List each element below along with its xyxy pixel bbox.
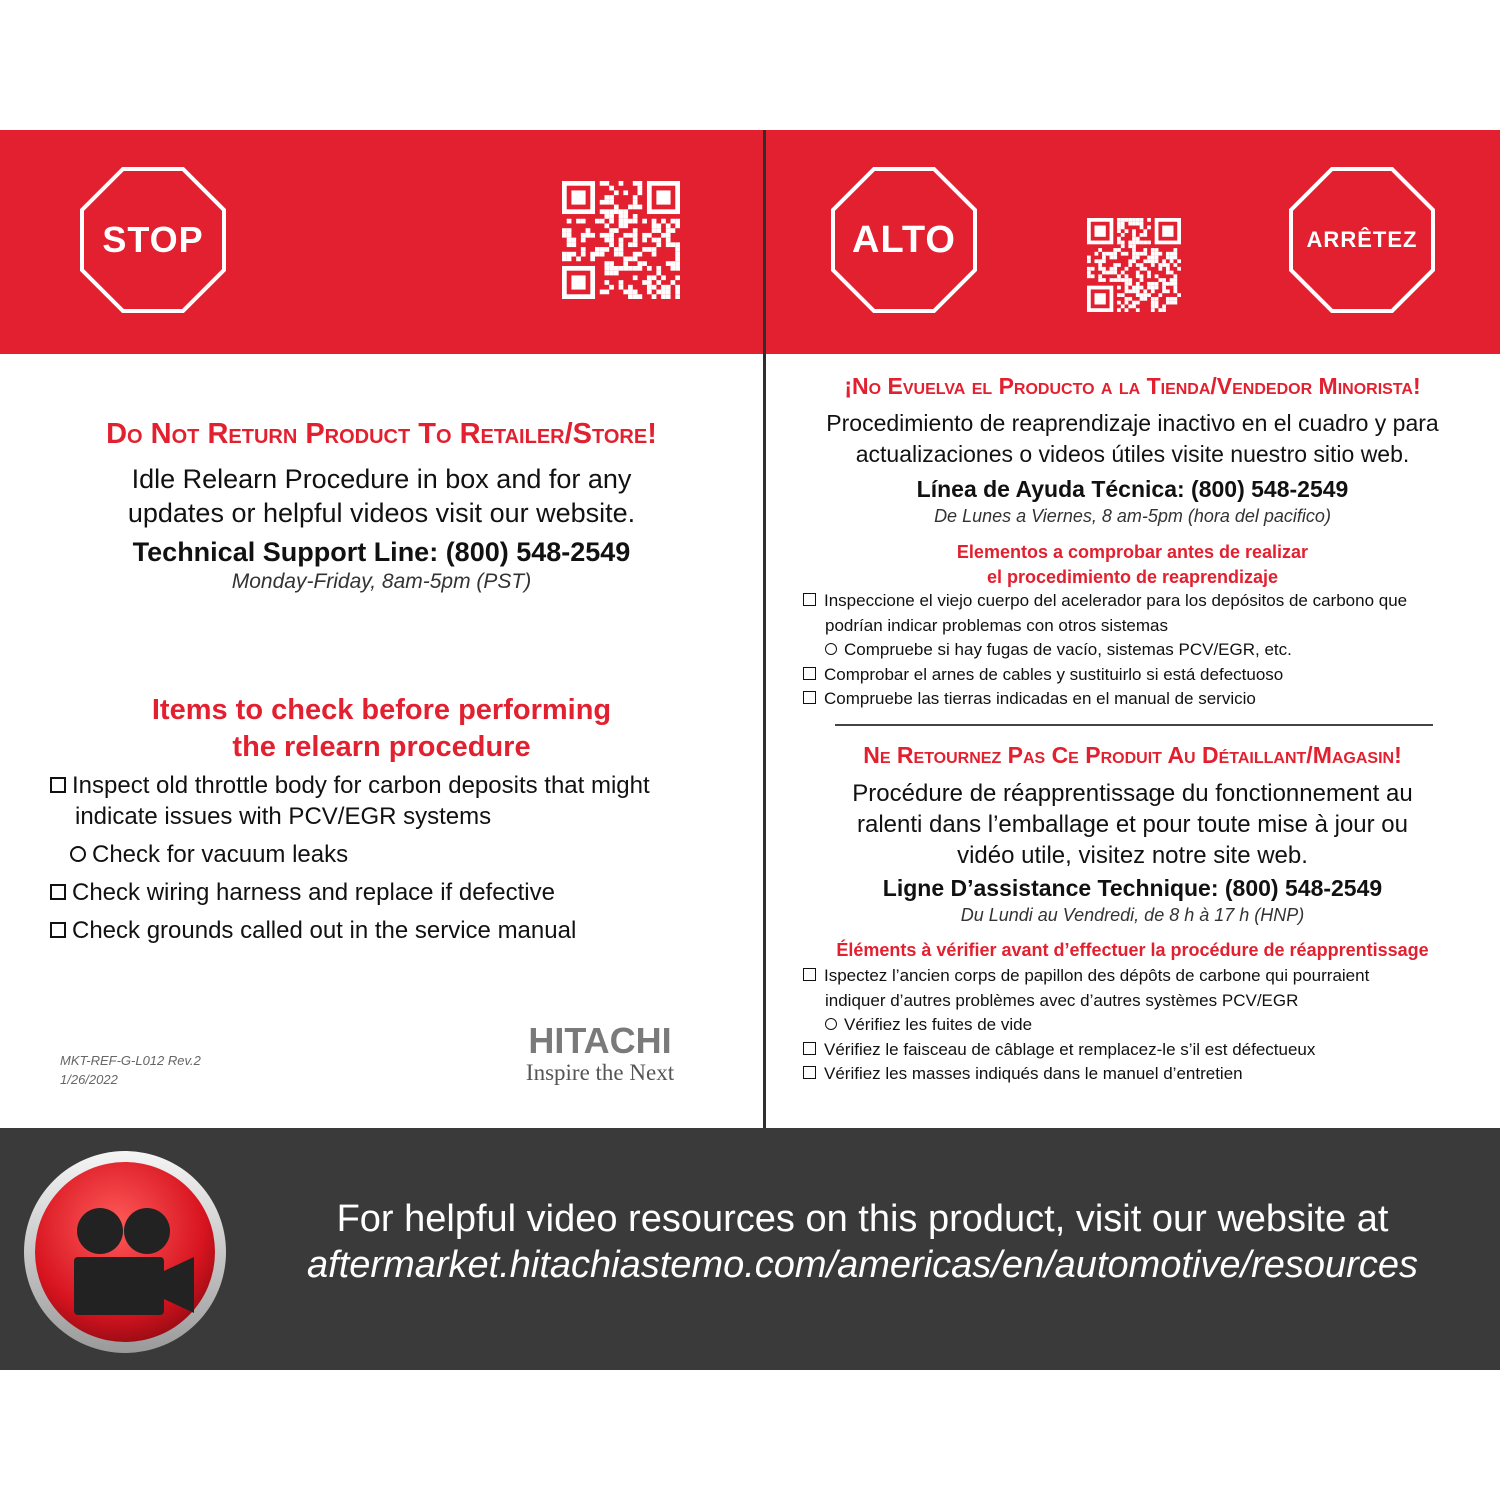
spanish-intro-line: actualizaciones o videos útiles visite nuestro sitio web. xyxy=(855,441,1410,467)
item-text: Check wiring harness and replace if defective xyxy=(72,879,555,906)
english-intro-line: updates or helpful videos visit our website. xyxy=(127,498,636,528)
checklist-subitem xyxy=(50,839,750,870)
english-intro xyxy=(30,462,733,530)
english-check-heading-line: Items to check before performing xyxy=(151,694,612,726)
item-text: Inspeccione el viejo cuerpo del acelerador para los depósitos de carbono que xyxy=(824,591,1408,610)
english-checklist xyxy=(50,770,750,946)
item-text: Vérifiez les fuites de vide xyxy=(844,1015,1033,1034)
section-separator xyxy=(835,724,1433,726)
checkbox-icon[interactable] xyxy=(50,922,66,938)
spanish-intro-line: Procedimiento de reaprendizaje inactivo en el cuadro y para xyxy=(826,410,1439,436)
spanish-hours: De Lunes a Viernes, 8 am-5pm (hora del pacifico) xyxy=(934,506,1331,526)
english-check-heading-line: the relearn procedure xyxy=(232,731,531,763)
item-text: Inspect old throttle body for carbon deposits that might xyxy=(72,772,650,799)
circle-bullet-icon xyxy=(825,1018,837,1030)
arretez-sign-label: ARRÊTEZ xyxy=(1306,227,1418,252)
checkbox-icon[interactable] xyxy=(803,593,816,606)
stop-sign-icon xyxy=(80,167,226,313)
hitachi-logo xyxy=(490,1022,710,1086)
checkbox-icon[interactable] xyxy=(803,667,816,680)
spanish-checklist xyxy=(803,589,1483,712)
qr-code-icon[interactable] xyxy=(1087,218,1181,312)
document-code xyxy=(60,1051,201,1089)
english-hours: Monday-Friday, 8am-5pm (PST) xyxy=(231,570,532,593)
circle-bullet-icon xyxy=(825,643,837,655)
checkbox-icon[interactable] xyxy=(803,968,816,981)
checklist-item xyxy=(803,589,1483,614)
french-checklist xyxy=(803,964,1483,1087)
item-text: indiquer d’autres problèmes avec d’autres systèmes PCV/EGR xyxy=(825,990,1299,1010)
doc-code-text: MKT-REF-G-L012 Rev.2 xyxy=(60,1053,201,1068)
checklist-item xyxy=(803,1062,1483,1087)
footer-band xyxy=(0,1128,1500,1370)
checklist-subitem xyxy=(803,1013,1483,1038)
spanish-support-line: Línea de Ayuda Técnica: (800) 548-2549 xyxy=(916,476,1349,502)
doc-date-text: 1/26/2022 xyxy=(60,1072,118,1087)
spanish-check-heading-line: Elementos a comprobar antes de realizar xyxy=(956,542,1309,562)
stop-sign-label: STOP xyxy=(102,219,204,260)
french-intro-line: Procédure de réapprentissage du fonctionnement au xyxy=(852,780,1413,807)
french-intro xyxy=(780,778,1485,871)
checkbox-icon[interactable] xyxy=(803,1066,816,1079)
item-text: Compruebe si hay fugas de vacío, sistemas PCV/EGR, etc. xyxy=(844,640,1292,659)
alto-sign-icon xyxy=(831,167,977,313)
footer-line: For helpful video resources on this product, visit our website at xyxy=(336,1198,1389,1240)
english-heading: Do Not Return Product To Retailer/Store! xyxy=(106,418,657,450)
video-camera-icon[interactable] xyxy=(22,1149,228,1355)
item-text: indicate issues with PCV/EGR systems xyxy=(75,803,492,830)
french-intro-line: vidéo utile, visitez notre site web. xyxy=(957,842,1308,869)
item-text: Comprobar el arnes de cables y sustituirlo si está defectuoso xyxy=(824,664,1284,684)
item-text: Check for vacuum leaks xyxy=(92,841,349,868)
french-check-heading: Éléments à vérifier avant d’effectuer la procédure de réapprentissage xyxy=(836,940,1429,960)
french-intro-line: ralenti dans l’emballage et pour toute mise à jour ou xyxy=(857,811,1408,838)
brand-tagline: Inspire the Next xyxy=(525,1060,675,1085)
checklist-item xyxy=(50,915,750,946)
checkbox-icon[interactable] xyxy=(803,1042,816,1055)
item-text: Ispectez l’ancien corps de papillon des dépôts de carbone qui pourraient xyxy=(824,966,1370,985)
english-support-line: Technical Support Line: (800) 548-2549 xyxy=(132,537,631,567)
spanish-check-heading xyxy=(780,540,1485,590)
checkbox-icon[interactable] xyxy=(50,777,66,793)
alto-sign-label: ALTO xyxy=(852,218,956,261)
checklist-subitem xyxy=(803,638,1483,663)
item-text: Compruebe las tierras indicadas en el manual de servicio xyxy=(824,689,1256,708)
item-text: Vérifiez le faisceau de câblage et remplacez-le s’il est défectueux xyxy=(824,1039,1316,1059)
checklist-item xyxy=(50,770,750,801)
spanish-intro xyxy=(780,408,1485,470)
arretez-sign-icon xyxy=(1289,167,1435,313)
spanish-heading: ¡No Evuelva el Producto a la Tienda/Vendedor Minorista! xyxy=(844,373,1421,399)
french-heading: Ne Retournez Pas Ce Produit Au Détaillant/Magasin! xyxy=(863,742,1402,768)
item-text: Vérifiez les masses indiqués dans le manuel d’entretien xyxy=(824,1064,1243,1083)
spanish-check-heading-line: el procedimiento de reaprendizaje xyxy=(986,567,1279,587)
item-text: Check grounds called out in the service manual xyxy=(72,917,577,944)
checklist-item xyxy=(803,964,1483,989)
english-intro-line: Idle Relearn Procedure in box and for any xyxy=(131,464,632,494)
french-support-line: Ligne D’assistance Technique: (800) 548-2549 xyxy=(882,875,1383,901)
checklist-item xyxy=(803,663,1483,688)
checklist-item xyxy=(803,1038,1483,1063)
checklist-item xyxy=(803,687,1483,712)
checklist-item xyxy=(50,877,750,908)
qr-code-icon[interactable] xyxy=(562,181,680,299)
french-hours: Du Lundi au Vendredi, de 8 h à 17 h (HNP) xyxy=(960,905,1305,925)
footer-url-link[interactable]: aftermarket.hitachiastemo.com/americas/en/automotive/resources xyxy=(307,1244,1418,1286)
column-divider xyxy=(763,130,766,1128)
checkbox-icon[interactable] xyxy=(803,691,816,704)
circle-bullet-icon xyxy=(70,846,86,862)
checkbox-icon[interactable] xyxy=(50,884,66,900)
english-check-heading xyxy=(30,692,733,766)
brand-name: HITACHI xyxy=(528,1020,672,1061)
item-text: podrían indicar problemas con otros sistemas xyxy=(825,615,1168,635)
